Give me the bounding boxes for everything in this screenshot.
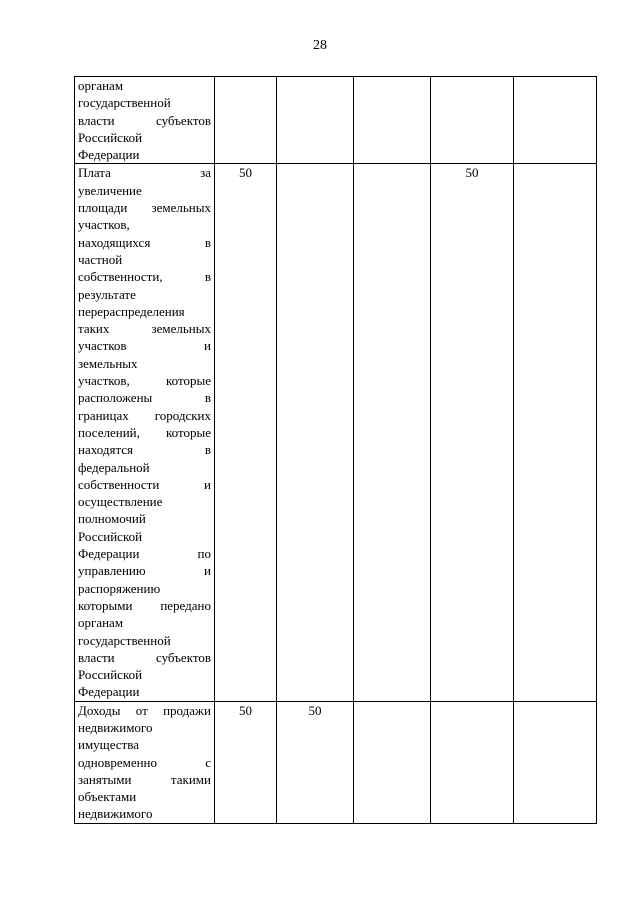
revenue-name-line: увеличение — [78, 182, 142, 198]
revenue-name-line: Плата за — [78, 165, 211, 181]
percent-cell — [514, 164, 597, 701]
percent-cell — [514, 701, 597, 823]
revenue-name-line: собственности и — [78, 476, 211, 492]
revenue-name-line: границах городских — [78, 407, 211, 423]
revenue-name-line: федеральной — [78, 459, 150, 475]
revenue-name-line: результате — [78, 286, 136, 302]
revenue-name-line: площади земельных — [78, 200, 211, 216]
revenue-name-cell — [75, 701, 215, 823]
revenue-name-line: собственности, в — [78, 269, 211, 285]
revenue-name-line: недвижимого — [78, 719, 153, 735]
revenue-name-line: одновременно с — [78, 754, 211, 770]
percent-cell — [431, 701, 514, 823]
revenue-name-line: государственной — [78, 95, 171, 111]
revenue-name-line: распоряжению — [78, 580, 161, 596]
revenue-name-line: Российской — [78, 129, 143, 145]
revenue-name-line: поселений, которые — [78, 424, 211, 440]
percent-cell — [514, 77, 597, 164]
percent-cell: 50 — [277, 701, 354, 823]
revenue-name-line: Федерации — [78, 147, 140, 163]
revenue-name-line: недвижимого — [78, 806, 153, 822]
revenue-name-cell — [75, 164, 215, 701]
revenue-name-line: находящихся в — [78, 234, 211, 250]
revenue-name-line: которыми передано — [78, 597, 211, 613]
revenue-name-line: государственной — [78, 632, 171, 648]
revenue-name-line: полномочий — [78, 511, 146, 527]
revenue-distribution-table — [74, 76, 597, 824]
percent-cell — [277, 164, 354, 701]
percent-cell — [431, 77, 514, 164]
revenue-name-line: Российской — [78, 667, 143, 683]
revenue-name-line: управлению и — [78, 563, 211, 579]
percent-cell — [354, 701, 431, 823]
revenue-name-line: имущества — [78, 737, 139, 753]
revenue-name-line: земельных — [78, 355, 138, 371]
revenue-name-line: таких земельных — [78, 321, 211, 337]
revenue-name-line: частной — [78, 251, 123, 267]
percent-cell — [277, 77, 354, 164]
revenue-name-line: Доходы от продажи — [78, 702, 211, 718]
revenue-name-line: органам — [78, 78, 124, 93]
revenue-name-line: власти субъектов — [78, 112, 211, 128]
percent-cell: 50 — [431, 164, 514, 701]
percent-cell — [354, 77, 431, 164]
revenue-name-line: расположены в — [78, 390, 211, 406]
percent-cell — [354, 164, 431, 701]
revenue-name-line: Российской — [78, 528, 143, 544]
revenue-name-line: занятыми такими — [78, 771, 211, 787]
revenue-name-line: Федерации по — [78, 546, 211, 562]
revenue-name-line: находятся в — [78, 442, 211, 458]
revenue-name-line: осуществление — [78, 494, 163, 510]
page-number: 28 — [313, 38, 327, 53]
table-row — [75, 164, 597, 701]
revenue-name-line: объектами — [78, 789, 137, 805]
percent-cell: 50 — [215, 164, 277, 701]
revenue-name-line: перераспределения — [78, 303, 185, 319]
table-row — [75, 701, 597, 823]
revenue-name-line: Федерации — [78, 684, 140, 700]
revenue-name-line: участков и — [78, 338, 211, 354]
percent-cell — [215, 77, 277, 164]
revenue-name-line: власти субъектов — [78, 649, 211, 665]
revenue-name-line: участков, — [78, 217, 130, 233]
percent-cell: 50 — [215, 701, 277, 823]
revenue-name-line: участков, которые — [78, 373, 211, 389]
revenue-name-cell — [75, 77, 215, 164]
table-row — [75, 77, 597, 164]
revenue-name-line: органам — [78, 615, 124, 631]
